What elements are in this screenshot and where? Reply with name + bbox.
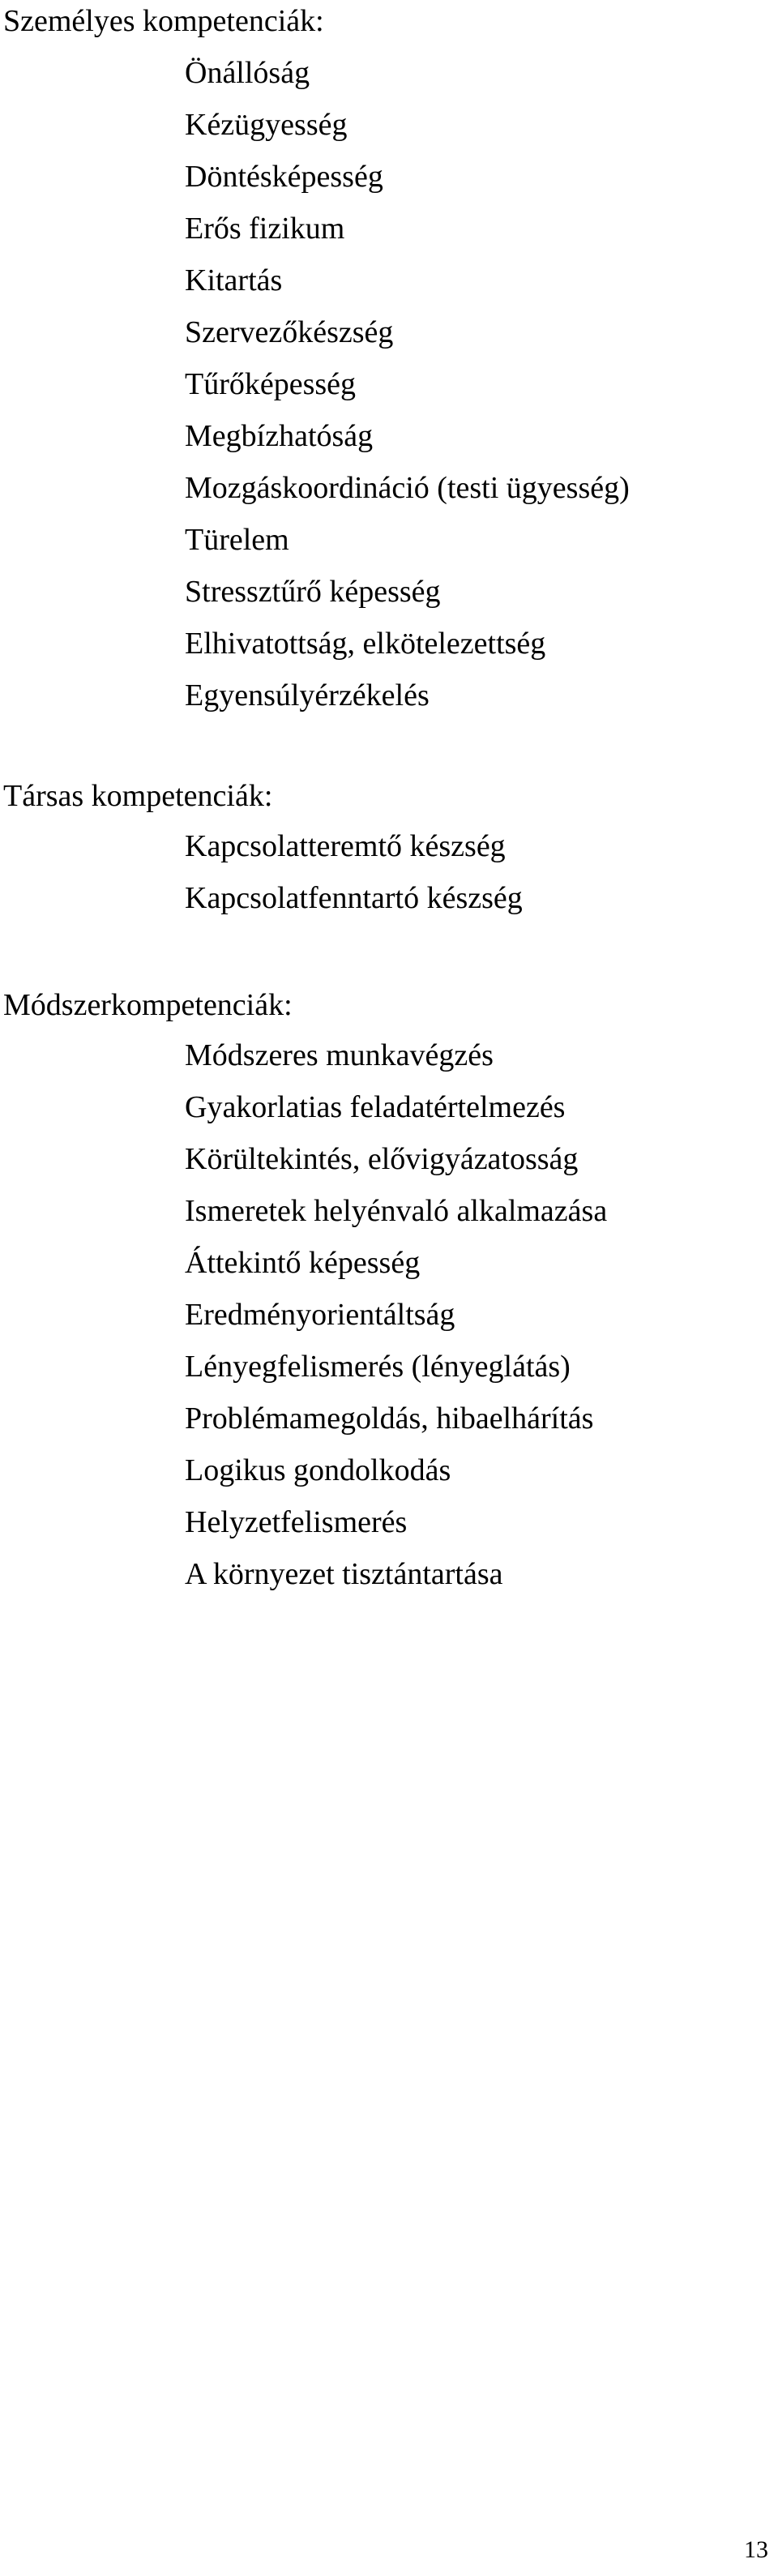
competency-item: Egyensúlyérzékelés (185, 678, 430, 712)
competency-item: Elhivatottság, elkötelezettség (185, 627, 546, 661)
competency-item: Problémamegoldás, hibaelhárítás (185, 1401, 594, 1436)
competency-item: Szervezőkészség (185, 315, 394, 349)
competency-list (185, 1029, 768, 1600)
competency-list (185, 47, 768, 721)
competency-item: Kapcsolatteremtő készség (185, 829, 506, 863)
competency-item: Körültekintés, elővigyázatosság (185, 1142, 579, 1176)
competency-item: Mozgáskoordináció (testi ügyesség) (185, 471, 630, 505)
competency-item: Logikus gondolkodás (185, 1453, 451, 1487)
competency-item: Önállóság (185, 56, 310, 90)
competency-item: A környezet tisztántartása (185, 1557, 503, 1591)
competency-item: Lényegfelismerés (lényeglátás) (185, 1350, 571, 1384)
competency-item: Helyzetfelismerés (185, 1505, 408, 1539)
competency-list (185, 820, 768, 924)
competency-item: Erős fizikum (185, 212, 345, 246)
competency-item: Módszeres munkavégzés (185, 1038, 494, 1072)
section-heading: Módszerkompetenciák: (3, 988, 293, 1022)
competency-item: Döntésképesség (185, 160, 383, 194)
competency-item: Kitartás (185, 263, 283, 297)
competency-item: Stressztűrő képesség (185, 575, 441, 609)
competency-item: Gyakorlatias feladatértelmezés (185, 1090, 566, 1124)
page-number: 13 (744, 2536, 768, 2563)
competency-item: Áttekintő képesség (185, 1246, 421, 1280)
section-heading: Személyes kompetenciák: (3, 4, 324, 38)
competency-item: Tűrőképesség (185, 367, 357, 401)
competency-item: Kézügyesség (185, 108, 348, 142)
competency-item: Eredményorientáltság (185, 1298, 455, 1332)
competency-item: Ismeretek helyénvaló alkalmazása (185, 1194, 608, 1228)
section-heading: Társas kompetenciák: (3, 779, 273, 813)
competency-item: Kapcsolatfenntartó készség (185, 881, 523, 915)
competency-item: Megbízhatóság (185, 419, 374, 453)
competency-item: Türelem (185, 523, 289, 557)
